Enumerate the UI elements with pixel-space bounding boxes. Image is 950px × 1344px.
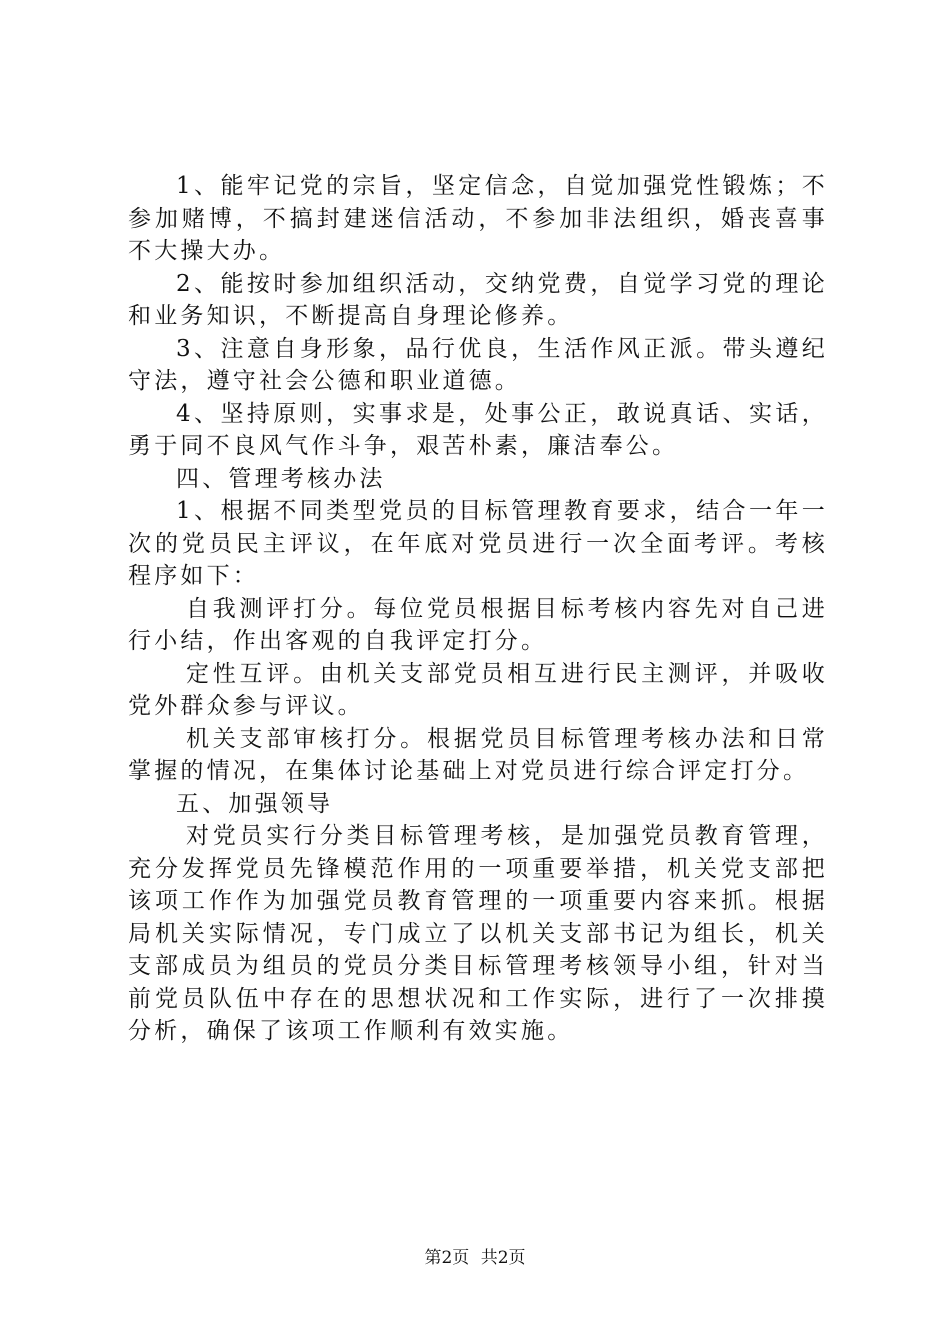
paragraph-requirement-3: 3、注意自身形象，品行优良，生活作风正派。带头遵纪守法，遵守社会公德和职业道德。: [128, 335, 828, 394]
paragraph-requirement-2: 2、能按时参加组织活动，交纳党费，自觉学习党的理论和业务知识，不断提高自身理论修养。: [128, 270, 828, 329]
page-number: 第2页: [424, 1248, 470, 1268]
paragraph-leadership: 对党员实行分类目标管理考核，是加强党员教育管理，充分发挥党员先锋模范作用的一项重要举措，机关党支部把该项工作作为加强党员教育管理的一项重要内容来抓。根据局机关实际情况，专门成立了以机关支部书记为组长，机关支部成员为组员的党员分类目标管理考核领导小组，针对当前党员队伍中存在的思想状况和工作实际，进行了一次排摸分析，确保了该项工作顺利有效实施。: [128, 823, 828, 1044]
paragraph-assessment-1: 1、根据不同类型党员的目标管理教育要求，结合一年一次的党员民主评议，在年底对党员进行一次全面考评。考核程序如下：: [128, 498, 828, 589]
paragraph-branch-review: 机关支部审核打分。根据党员目标管理考核办法和日常掌握的情况，在集体讨论基础上对党员进行综合评定打分。: [128, 725, 828, 784]
paragraph-peer-evaluation: 定性互评。由机关支部党员相互进行民主测评，并吸收党外群众参与评议。: [128, 660, 828, 719]
section-heading-leadership: 五、加强领导: [176, 790, 334, 817]
paragraph-requirement-1: 1、能牢记党的宗旨，坚定信念，自觉加强党性锻炼；不参加赌博，不搞封建迷信活动，不参加非法组织，婚丧喜事不大操大办。: [128, 173, 828, 264]
document-body: [128, 170, 828, 1048]
section-heading-assessment: 四、管理考核办法: [176, 465, 386, 492]
page-total: 共2页: [480, 1248, 526, 1268]
paragraph-self-evaluation: 自我测评打分。每位党员根据目标考核内容先对自己进行小结，作出客观的自我评定打分。: [128, 595, 828, 654]
page-footer: [0, 1243, 950, 1268]
paragraph-requirement-4: 4、坚持原则，实事求是，处事公正，敢说真话、实话，勇于同不良风气作斗争，艰苦朴素，廉洁奉公。: [128, 400, 828, 459]
